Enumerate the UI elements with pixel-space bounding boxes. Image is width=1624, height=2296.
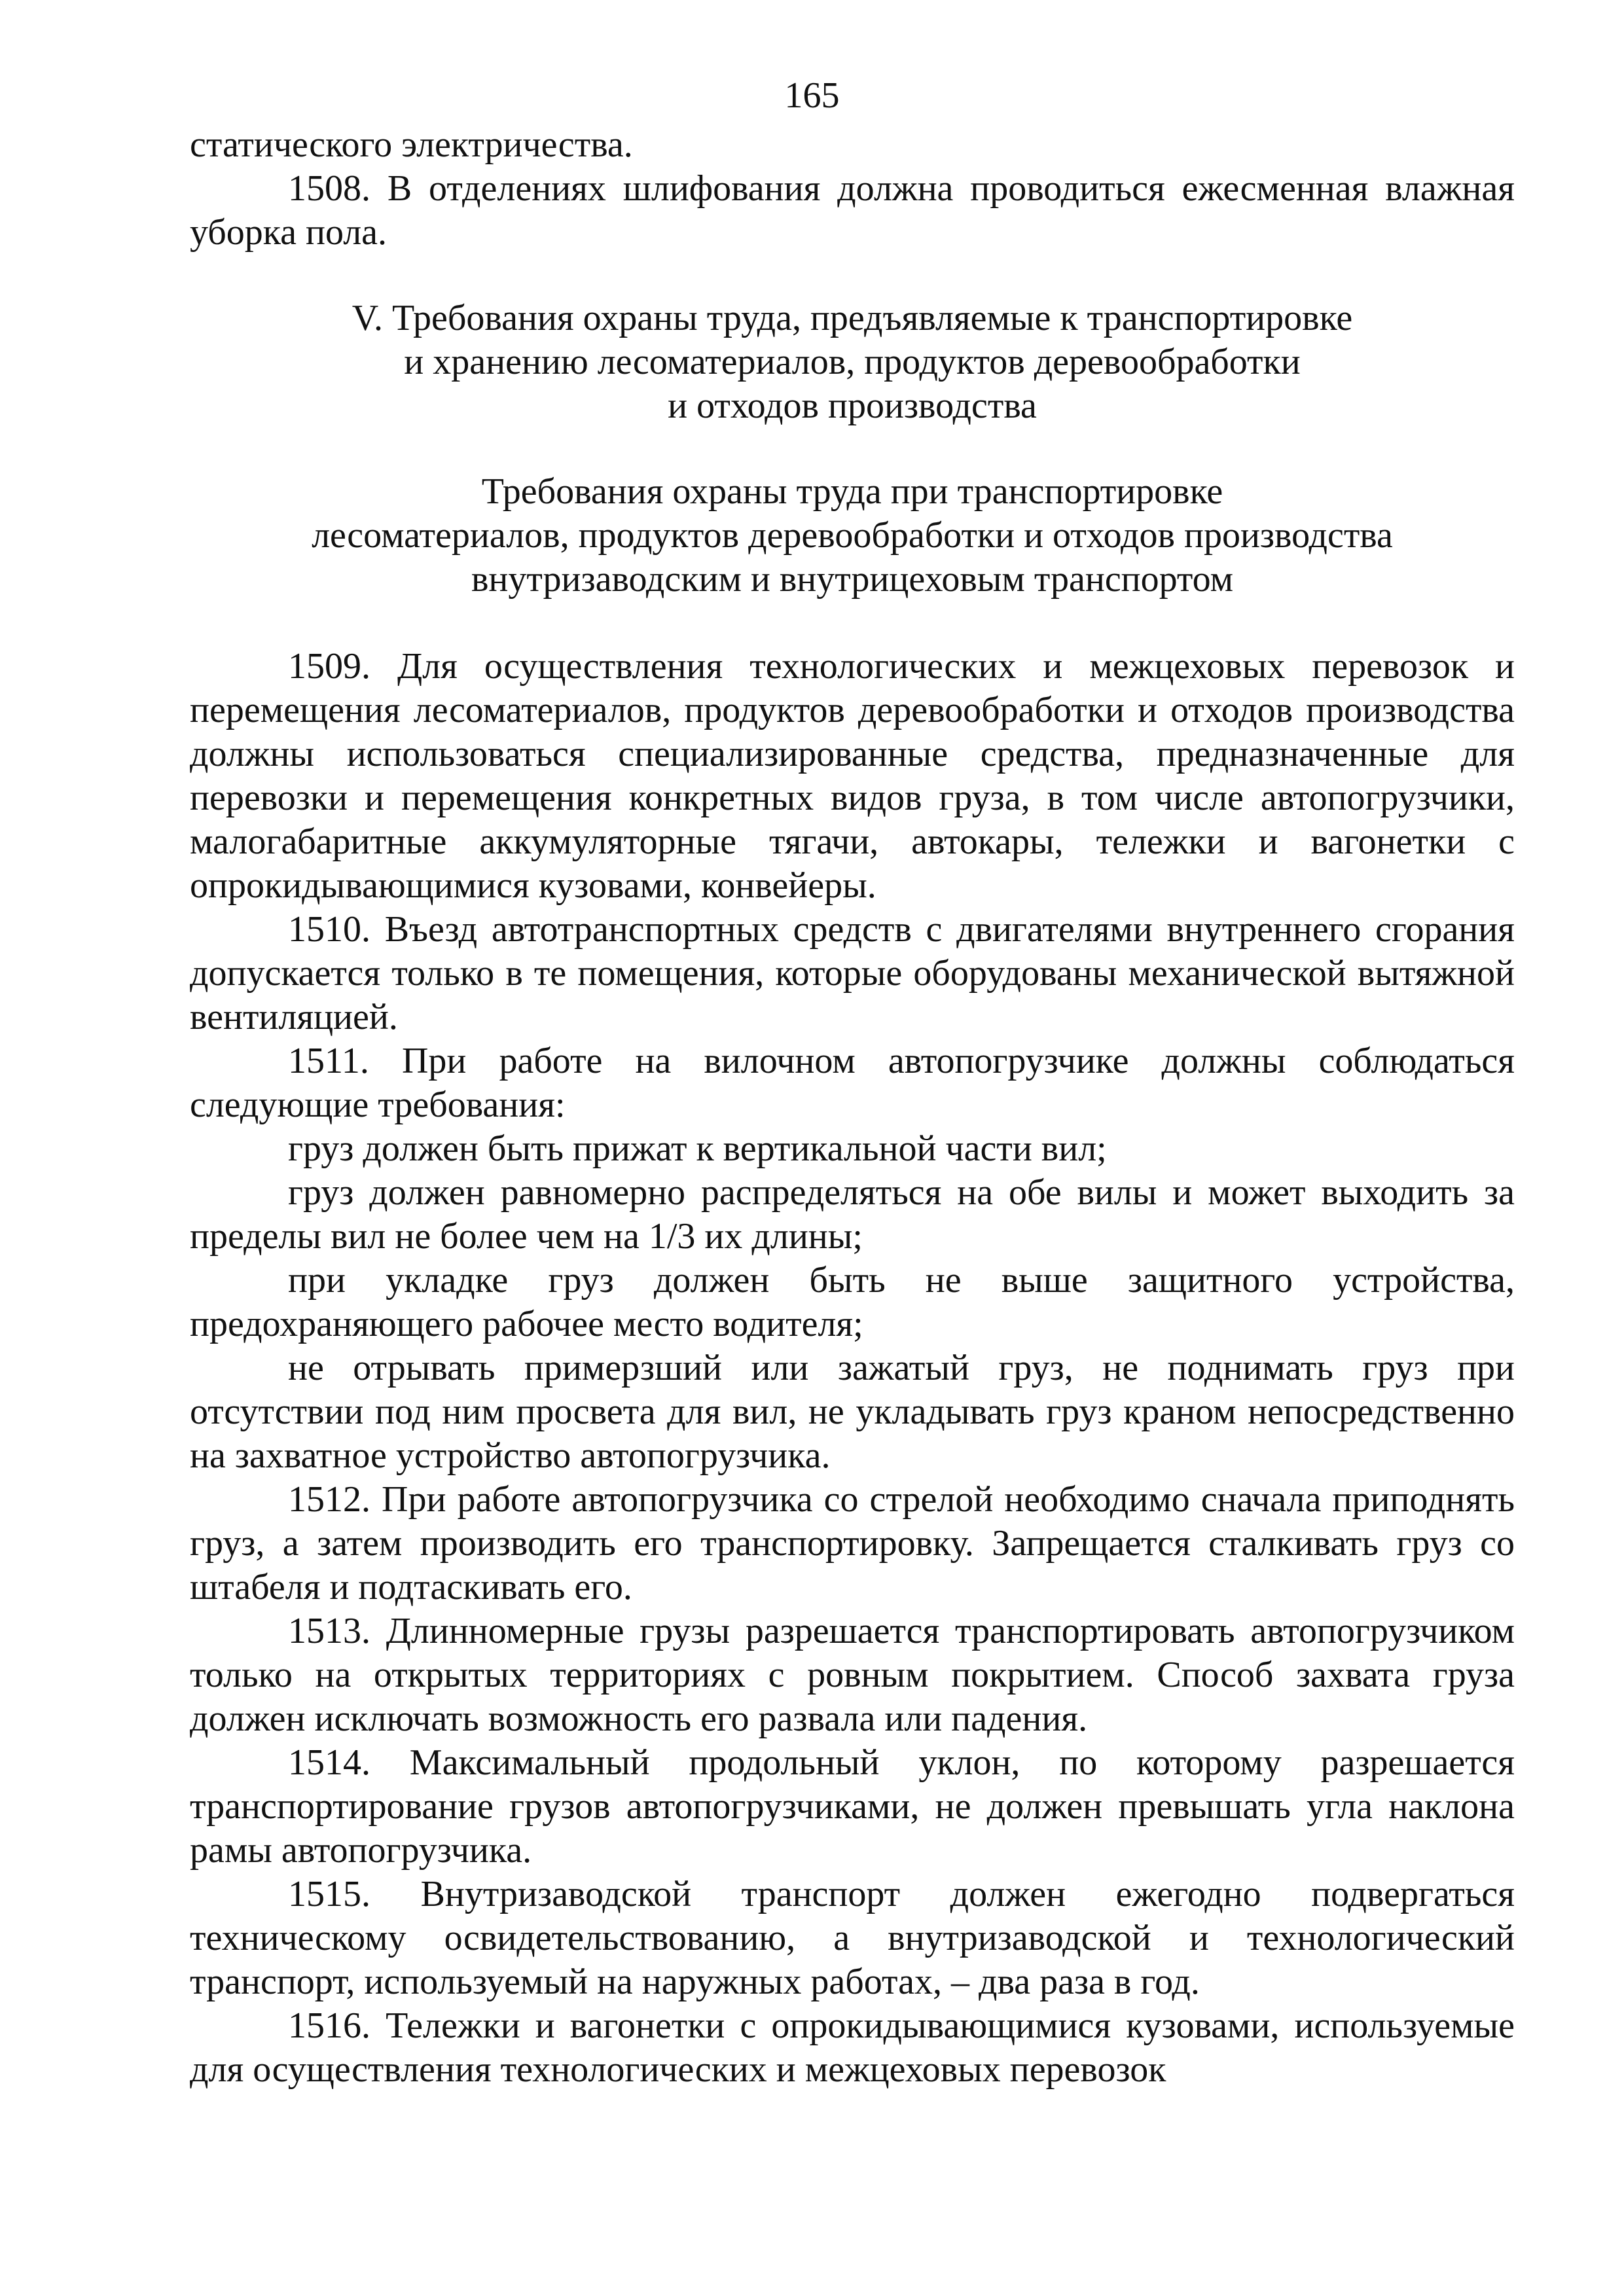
paragraph-1515: 1515. Внутризаводской транспорт должен ежегодно подвергаться техническому освидетельствованию, а внутризаводской и технологический транспорт, используемый на наружных работах, – два раза в год. — [190, 1874, 1515, 2002]
paragraph-1510: 1510. Въезд автотранспортных средств с двигателями внутреннего сгорания допускается только в те помещения, которые оборудованы механической вытяжной вентиляцией. — [190, 909, 1515, 1037]
paragraph-1512: 1512. При работе автопогрузчика со стрелой необходимо сначала приподнять груз, а затем производить его транспортировку. Запрещается сталкивать груз со штабеля и подтаскивать его. — [190, 1479, 1515, 1607]
section-heading-line: V. Требования охраны труда, предъявляемые к транспортировке — [352, 298, 1353, 338]
paragraph-1516: 1516. Тележки и вагонетки с опрокидывающимися кузовами, используемые для осуществления технологических и межцеховых перевозок — [190, 2005, 1515, 2090]
paragraph-1513: 1513. Длинномерные грузы разрешается транспортировать автопогрузчиком только на открытых территориях с ровным покрытием. Способ захвата груза должен исключать возможность его развала или падения. — [190, 1611, 1515, 1739]
section-heading-line: и отходов производства — [668, 386, 1037, 426]
subsection-heading-line: лесоматериалов, продуктов деревообработки и отходов производства — [312, 515, 1393, 556]
paragraph-continuation: статического электричества. — [190, 124, 633, 165]
section-heading-line: и хранению лесоматериалов, продуктов деревообработки — [404, 342, 1301, 382]
page-number: 165 — [784, 75, 840, 116]
requirement-item: груз должен быть прижат к вертикальной части вил; — [288, 1128, 1107, 1169]
requirement-item: при укладке груз должен быть не выше защитного устройства, предохраняющего рабочее место водителя; — [190, 1260, 1515, 1344]
section-heading — [190, 296, 1515, 428]
subsection-heading — [190, 470, 1515, 601]
requirement-item: не отрывать примерзший или зажатый груз, не поднимать груз при отсутствии под ним просвета для вил, не укладывать груз краном непосредственно на захватное устройство автопогрузчика. — [190, 1348, 1515, 1476]
paragraph-1509: 1509. Для осуществления технологических и межцеховых перевозок и перемещения лесоматериалов, продуктов деревообработки и отходов производства должны использоваться специализированные средства, предназначенные для перевозки и перемещения конкретных видов груза, в том числе автопогрузчики, малогабаритные аккумуляторные тягачи, автокары, тележки и вагонетки с опрокидывающимися кузовами, конвейеры. — [190, 646, 1515, 906]
subsection-heading-line: Требования охраны труда при транспортировке — [481, 471, 1223, 512]
paragraph-1511: 1511. При работе на вилочном автопогрузчике должны соблюдаться следующие требования: — [190, 1041, 1515, 1125]
requirement-item: груз должен равномерно распределяться на обе вилы и может выходить за пределы вил не более чем на 1/3 их длины; — [190, 1172, 1515, 1257]
paragraph-1514: 1514. Максимальный продольный уклон, по которому разрешается транспортирование грузов автопогрузчиками, не должен превышать угла наклона рамы автопогрузчика. — [190, 1742, 1515, 1871]
paragraph-1508: 1508. В отделениях шлифования должна проводиться ежесменная влажная уборка пола. — [190, 168, 1515, 253]
subsection-heading-line: внутризаводским и внутрицеховым транспортом — [471, 559, 1234, 600]
document-body — [190, 123, 1515, 2092]
